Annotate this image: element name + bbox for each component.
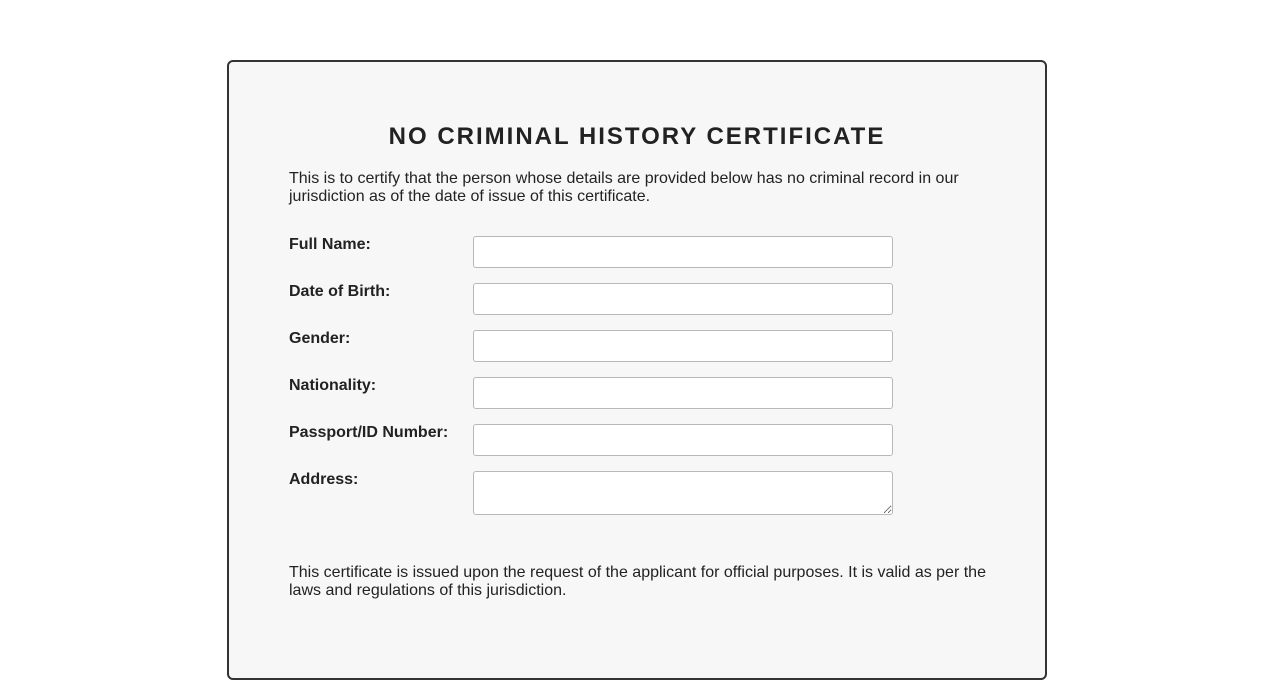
gender-input[interactable] — [473, 330, 893, 362]
full-name-row — [289, 236, 989, 268]
nationality-row — [289, 377, 989, 409]
certificate-intro: This is to certify that the person whose details are provided below has no criminal record in our jurisdiction as of the date of issue of this certificate. — [289, 170, 959, 205]
passport-id-label: Passport/ID Number: — [289, 424, 449, 441]
nationality-label: Nationality: — [289, 377, 377, 394]
address-row — [289, 471, 989, 515]
certificate-title: NO CRIMINAL HISTORY CERTIFICATE — [388, 123, 886, 150]
passport-id-input[interactable] — [473, 424, 893, 456]
certificate-panel — [227, 60, 1047, 680]
address-label: Address: — [289, 471, 359, 488]
nationality-input[interactable] — [473, 377, 893, 409]
gender-label: Gender: — [289, 330, 351, 347]
date-of-birth-input[interactable] — [473, 283, 893, 315]
full-name-label: Full Name: — [289, 236, 371, 253]
address-textarea[interactable] — [473, 471, 893, 515]
date-of-birth-label: Date of Birth: — [289, 283, 391, 300]
gender-row — [289, 330, 989, 362]
full-name-input[interactable] — [473, 236, 893, 268]
certificate-closing: This certificate is issued upon the request of the applicant for official purposes. It is valid as per the laws and regulations of this jurisdiction. — [289, 564, 986, 599]
date-of-birth-row — [289, 283, 989, 315]
passport-id-row — [289, 424, 989, 456]
